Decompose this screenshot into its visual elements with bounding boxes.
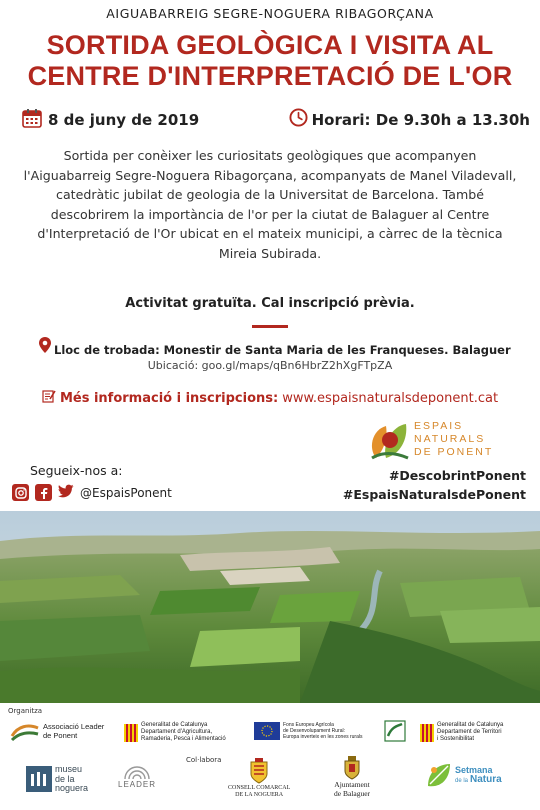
landscape-photo bbox=[0, 511, 540, 703]
collaborator-label: Col·labora bbox=[186, 756, 222, 764]
instagram-icon[interactable] bbox=[12, 484, 29, 501]
more-info bbox=[0, 389, 540, 407]
espais-naturals-wordmark bbox=[414, 420, 493, 459]
edit-note-icon bbox=[42, 389, 56, 407]
museu-line-1: museu bbox=[55, 764, 83, 774]
title-line-2: CENTRE D'INTERPRETACIÓ DE L'OR bbox=[27, 61, 513, 91]
consell-comarcal-logo bbox=[228, 758, 290, 799]
museu-emblem bbox=[26, 766, 52, 792]
hashtags bbox=[343, 466, 526, 504]
leader-ponent-logo bbox=[10, 720, 113, 742]
twitter-icon[interactable] bbox=[58, 484, 74, 501]
meeting-point bbox=[38, 336, 511, 357]
organizer-label: Organitza bbox=[8, 707, 43, 715]
free-activity-note: Activitat gratuïta. Cal inscripció prèvia. bbox=[125, 296, 415, 311]
setmana-line-1: Setmana bbox=[455, 765, 493, 775]
meeting-point-text: Lloc de trobada: Monestir de Santa Maria de les Franqueses. Balaguer bbox=[54, 343, 511, 357]
setmana-line-2: de la bbox=[455, 778, 469, 784]
facebook-icon[interactable] bbox=[35, 484, 52, 501]
map-link[interactable]: Ubicació: goo.gl/maps/qBn6HbrZ2hXgFTpZA bbox=[147, 359, 393, 372]
leader-small-logo bbox=[384, 720, 406, 742]
gencat-agri-line-2: Departament d'Agricultura, bbox=[141, 729, 213, 735]
map-pin-icon bbox=[38, 336, 52, 357]
ajuntament-balaguer-logo bbox=[334, 756, 370, 798]
gencat-agriculture-logo bbox=[124, 722, 226, 743]
ajuntament-shield-emblem bbox=[342, 756, 362, 780]
brand-line-1: ESPAIS bbox=[414, 420, 464, 432]
hashtag-1: #DescobrintPonent bbox=[388, 468, 526, 483]
museu-noguera-logo bbox=[26, 765, 88, 794]
setmana-line-3: Natura bbox=[470, 774, 502, 785]
title-line-1: SORTIDA GEOLÒGICA I VISITA AL bbox=[46, 30, 494, 60]
event-title bbox=[0, 30, 540, 92]
leader-text: LEADER bbox=[118, 780, 157, 789]
consell-shield-emblem bbox=[249, 758, 269, 784]
website-link[interactable]: www.espaisnaturalsdeponent.cat bbox=[282, 390, 499, 406]
leader-ponent-text: Associació Leader de Ponent bbox=[43, 722, 105, 740]
espais-naturals-logo bbox=[366, 418, 506, 468]
gencat-terr-line-1: Generalitat de Catalunya bbox=[437, 722, 504, 728]
gencat-terr-line-2: Departament de Territori bbox=[437, 729, 502, 735]
social-links bbox=[12, 484, 172, 501]
gencat-agri-line-3: Ramaderia, Pesca i Alimentació bbox=[141, 736, 226, 742]
event-schedule bbox=[289, 108, 530, 131]
consell-line-2: DE LA NOGUERA bbox=[235, 792, 284, 798]
event-subtitle: AIGUABARREIG SEGRE-NOGUERA RIBAGORÇANA bbox=[106, 6, 434, 21]
feader-line-3: Europa inverteix en les zones rurals bbox=[283, 734, 363, 740]
leader-green-emblem bbox=[384, 720, 406, 742]
leader-ponent-emblem bbox=[10, 720, 40, 742]
more-info-label: Més informació i inscripcions: bbox=[59, 390, 279, 406]
ajuntament-line-2: de Balaguer bbox=[334, 788, 371, 798]
event-date bbox=[22, 108, 199, 132]
espais-naturals-emblem bbox=[366, 418, 412, 464]
leader-noguera-logo bbox=[118, 762, 156, 788]
gencat-territory-logo bbox=[420, 722, 503, 743]
leader-arcs-emblem bbox=[122, 762, 152, 780]
setmana-natura-emblem bbox=[426, 762, 452, 790]
setmana-natura-logo bbox=[426, 762, 502, 790]
event-date-text: 8 de juny de 2019 bbox=[48, 111, 200, 129]
museu-line-3: noguera bbox=[55, 783, 89, 793]
consell-line-1: CONSELL COMARCAL bbox=[228, 785, 291, 791]
feader-line-2: de Desenvolupament Rural: bbox=[283, 728, 345, 734]
feader-line-1: Fons Europeu Agrícola bbox=[283, 722, 334, 728]
follow-us-label: Segueix-nos a: bbox=[30, 463, 123, 478]
calendar-icon bbox=[22, 108, 42, 132]
brand-line-2: NATURALS bbox=[414, 433, 486, 445]
museu-line-2: de la bbox=[55, 773, 75, 784]
eu-flag-emblem bbox=[254, 722, 280, 740]
event-schedule-text: Horari: De 9.30h a 13.30h bbox=[311, 110, 530, 129]
feader-logo bbox=[254, 722, 363, 740]
event-description: Sortida per conèixer les curiositats geològiques que acompanyen l'Aiguabarreig Segre-Noguera Ribagorçana, acompanyats de Manel Viladevall, catedràtic jubilat de geologia de la Universitat de Barcelona. També descobrirem la importància de l'or per la ciutat de Balaguer al Centre d'Interpretació de l'Or ubicat en el mateix municipi, a càrrec de la tècnica Mireia Subirada. bbox=[23, 148, 517, 261]
catalonia-flag-emblem-2 bbox=[420, 724, 434, 742]
section-divider bbox=[252, 325, 288, 328]
brand-line-3: DE PONENT bbox=[414, 446, 494, 458]
gencat-agri-line-1: Generalitat de Catalunya bbox=[141, 722, 208, 728]
clock-icon bbox=[289, 108, 308, 131]
gencat-terr-line-3: i Sostenibilitat bbox=[437, 736, 475, 742]
ajuntament-line-1: Ajuntament bbox=[334, 780, 370, 789]
hashtag-2: #EspaisNaturalsdePonent bbox=[342, 487, 526, 502]
twitter-handle[interactable]: @EspaisPonent bbox=[80, 485, 172, 500]
catalonia-flag-emblem bbox=[124, 724, 138, 742]
